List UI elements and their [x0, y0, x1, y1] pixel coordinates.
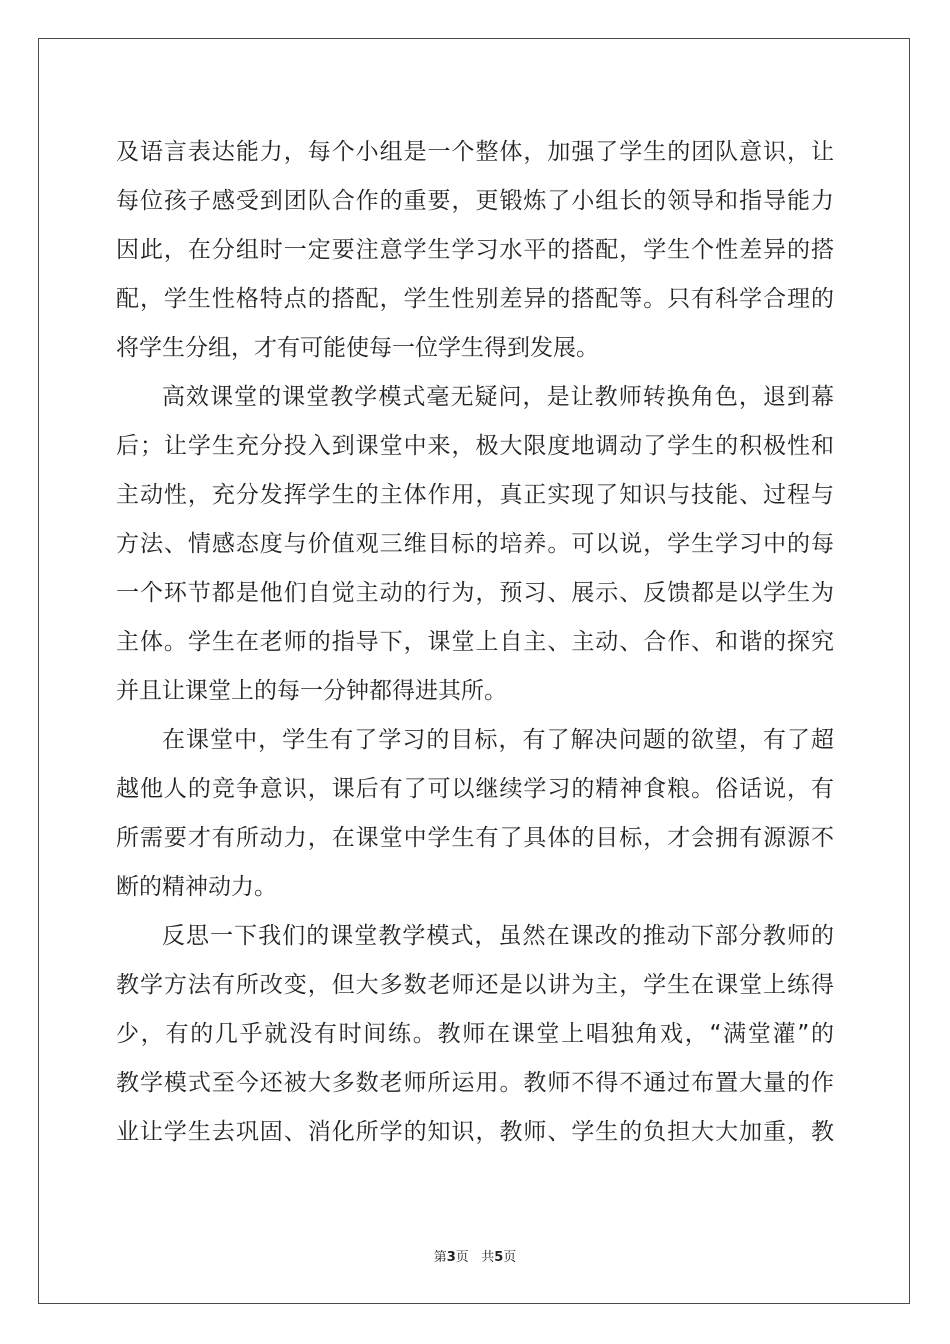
text-line: 少，有的几乎就没有时间练。教师在课堂上唱独角戏，“满堂灌”的	[116, 1021, 834, 1047]
paragraph	[116, 912, 834, 1157]
text-line: 方法、情感态度与价值观三维目标的培养。可以说，学生学习中的每	[116, 531, 834, 557]
text-line: 主体。学生在老师的指导下，课堂上自主、主动、合作、和谐的探究	[116, 629, 834, 655]
paragraph	[116, 373, 834, 716]
text-line: 高效课堂的课堂教学模式毫无疑问，是让教师转换角色，退到幕	[162, 384, 834, 410]
text-line: 反思一下我们的课堂教学模式，虽然在课改的推动下部分教师的	[162, 923, 834, 949]
text-line: 并且让课堂上的每一分钟都得进其所。	[116, 678, 507, 704]
text-line: 每位孩子感受到团队合作的重要，更锻炼了小组长的领导和指导能力	[116, 188, 834, 214]
text-line: 业让学生去巩固、消化所学的知识，教师、学生的负担大大加重，教	[116, 1119, 834, 1145]
text-line: 在课堂中，学生有了学习的目标，有了解决问题的欲望，有了超	[162, 727, 834, 753]
text-line: 教学模式至今还被大多数老师所运用。教师不得不通过布置大量的作	[116, 1070, 834, 1096]
paragraph	[116, 716, 834, 912]
text-line: 越他人的竞争意识，课后有了可以继续学习的精神食粮。俗话说，有	[116, 776, 834, 802]
text-line: 配，学生性格特点的搭配，学生性别差异的搭配等。只有科学合理的	[116, 286, 834, 312]
text-line: 将学生分组，才有可能使每一位学生得到发展。	[116, 335, 599, 361]
page-footer	[0, 1246, 950, 1265]
footer-total-suffix: 页	[503, 1250, 517, 1265]
footer-page-suffix: 页	[455, 1250, 469, 1265]
text-line: 因此，在分组时一定要注意学生学习水平的搭配，学生个性差异的搭	[116, 237, 834, 263]
footer-total-prefix: 共	[481, 1250, 495, 1265]
total-page-number: 5	[494, 1250, 504, 1265]
footer-prefix: 第	[433, 1250, 447, 1265]
text-line: 及语言表达能力，每个小组是一个整体，加强了学生的团队意识，让	[116, 139, 834, 165]
text-line: 教学方法有所改变，但大多数老师还是以讲为主，学生在课堂上练得	[116, 972, 834, 998]
text-line: 所需要才有所动力，在课堂中学生有了具体的目标，才会拥有源源不	[116, 825, 834, 851]
document-body	[116, 128, 834, 1157]
paragraph	[116, 128, 834, 373]
text-line: 主动性，充分发挥学生的主体作用，真正实现了知识与技能、过程与	[116, 482, 834, 508]
text-line: 一个环节都是他们自觉主动的行为，预习、展示、反馈都是以学生为	[116, 580, 834, 606]
text-line: 后；让学生充分投入到课堂中来，极大限度地调动了学生的积极性和	[116, 433, 834, 459]
text-line: 断的精神动力。	[116, 874, 277, 900]
current-page-number: 3	[446, 1250, 456, 1265]
